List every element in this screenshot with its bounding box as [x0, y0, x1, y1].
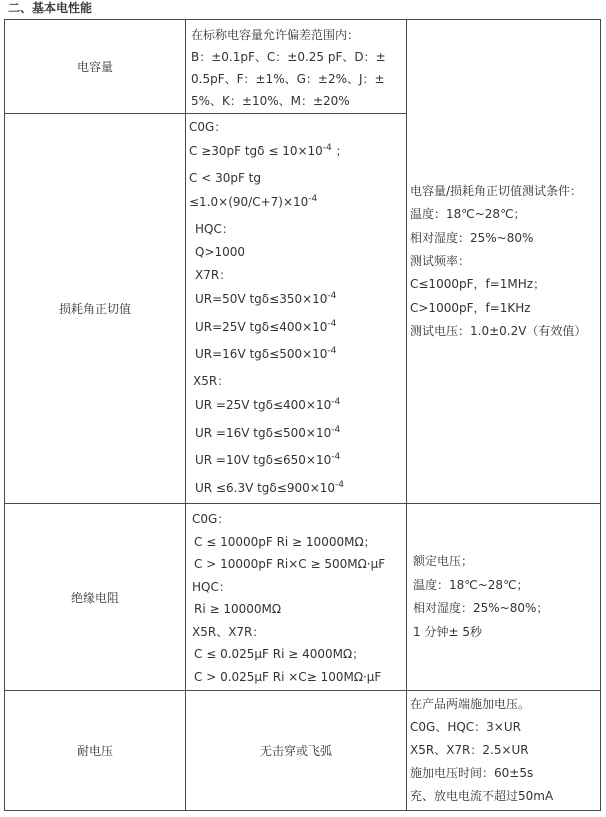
condition-line: 电容量/损耗角正切值测试条件：	[410, 184, 583, 199]
capacitance-requirement	[186, 20, 407, 114]
insulation-line: HQC：	[192, 579, 231, 594]
insulation-requirement	[186, 504, 407, 691]
dissipation-requirement	[186, 114, 407, 504]
condition-line: 在产品两端施加电压。	[410, 697, 531, 712]
withstand-test-conditions	[407, 691, 601, 811]
section-heading: 二、基本电性能	[8, 1, 93, 15]
exponent: -4	[331, 397, 341, 408]
table-row-insulation	[5, 504, 601, 691]
condition-line: C0G、HQC：3×UR	[410, 720, 521, 735]
dissipation-test-conditions	[407, 20, 601, 504]
hqc-title: HQC：	[195, 221, 234, 236]
x5r-line	[189, 476, 406, 500]
condition-line: 测试频率：	[410, 253, 471, 268]
x5r-line-text: UR =10V tgδ≤650×10	[195, 453, 332, 468]
condition-line: 相对湿度：25%~80%；	[413, 601, 549, 616]
x7r-line-text: UR=25V tgδ≤400×10	[195, 319, 328, 334]
c0g-line: C ≥30pF $tg\delta \le 10\times 10^{-4}$ ；	[189, 143, 348, 159]
insulation-test-conditions	[407, 504, 601, 691]
capacitance-line: 在标称电容量允许偏差范围内：	[191, 28, 360, 42]
row-label-insulation: 绝缘电阻	[5, 504, 186, 691]
x7r-line-text: UR=50V tgδ≤350×10	[195, 292, 328, 307]
condition-line: 测试电压：1.0±0.2V（有效值）	[410, 323, 587, 338]
electrical-performance-table	[4, 19, 601, 811]
table-row-withstand	[5, 691, 601, 811]
x5r-title: X5R：	[193, 373, 230, 388]
condition-line: 施加电压时间：60±5s	[410, 766, 534, 781]
c0g-line	[189, 190, 406, 214]
insulation-line: C ≤ 10000pF Ri ≥ 10000MΩ；	[194, 534, 376, 549]
exponent: -4	[322, 143, 332, 154]
condition-line: C>1000pF，f=1KHz	[410, 300, 531, 315]
row-label-dissipation: 损耗角正切值	[5, 114, 186, 504]
x5r-line-text: UR =16V tgδ≤500×10	[195, 425, 332, 440]
exponent: -4	[331, 452, 341, 463]
exponent: -4	[327, 291, 337, 302]
exponent: -4	[327, 346, 337, 357]
insulation-line: C > 10000pF Ri×C ≥ 500MΩ·μF	[194, 557, 386, 572]
c0g-line-text: C ≥30pF tgδ ≤ 10×10	[189, 144, 323, 159]
condition-line: 额定电压；	[413, 554, 474, 569]
insulation-line: C0G：	[192, 511, 230, 526]
condition-line: 充、放电电流不超过50mA	[410, 789, 554, 804]
x7r-line-text: UR=16V tgδ≤500×10	[195, 347, 328, 362]
condition-line: C≤1000pF，f=1MHz；	[410, 277, 546, 292]
x5r-line	[189, 421, 406, 445]
condition-line: 相对湿度：25%~80%	[410, 230, 534, 245]
capacitance-line: 0.5pF、F：±1%、G：±2%、J：±	[191, 72, 385, 86]
hqc-line: Q>1000	[195, 244, 246, 259]
capacitance-line: 5%、K：±10%、M：±20%	[191, 94, 350, 108]
insulation-line: C > 0.025μF Ri ×C≥ 100MΩ·μF	[194, 670, 382, 685]
x5r-line	[189, 448, 406, 472]
insulation-line: C ≤ 0.025μF Ri ≥ 4000MΩ；	[194, 647, 365, 662]
x7r-line	[189, 342, 406, 366]
insulation-line: X5R、X7R：	[192, 624, 265, 639]
condition-line: 温度：18℃~28℃；	[410, 207, 526, 222]
condition-line: 1 分钟± 5秒	[413, 624, 482, 639]
x5r-line-text: UR ≤6.3V tgδ≤900×10	[195, 480, 336, 495]
x7r-line	[189, 287, 406, 311]
table-row-capacitance	[5, 20, 601, 114]
condition-line: X5R、X7R：2.5×UR	[410, 743, 529, 758]
capacitance-line: B：±0.1pF、C：±0.25 pF、D：±	[191, 50, 386, 64]
exponent: -4	[327, 318, 337, 329]
exponent: -4	[308, 194, 318, 205]
withstand-requirement: 无击穿或飞弧	[186, 691, 407, 811]
x7r-line	[189, 315, 406, 339]
x5r-line	[189, 393, 406, 417]
row-label-capacitance: 电容量	[5, 20, 186, 114]
row-label-withstand: 耐电压	[5, 691, 186, 811]
exponent: -4	[331, 424, 341, 435]
c0g-line: C < 30pF tg	[189, 170, 261, 185]
exponent: -4	[335, 479, 345, 490]
condition-line: 温度：18℃~28℃；	[413, 577, 529, 592]
x7r-title: X7R：	[195, 268, 232, 283]
c0g-title: C0G：	[189, 120, 227, 134]
c0g-line-text: ≤1.0×(90/C+7)×10	[189, 195, 309, 210]
x5r-line-text: UR =25V tgδ≤400×10	[195, 398, 332, 413]
insulation-line: Ri ≥ 10000MΩ	[194, 602, 282, 617]
